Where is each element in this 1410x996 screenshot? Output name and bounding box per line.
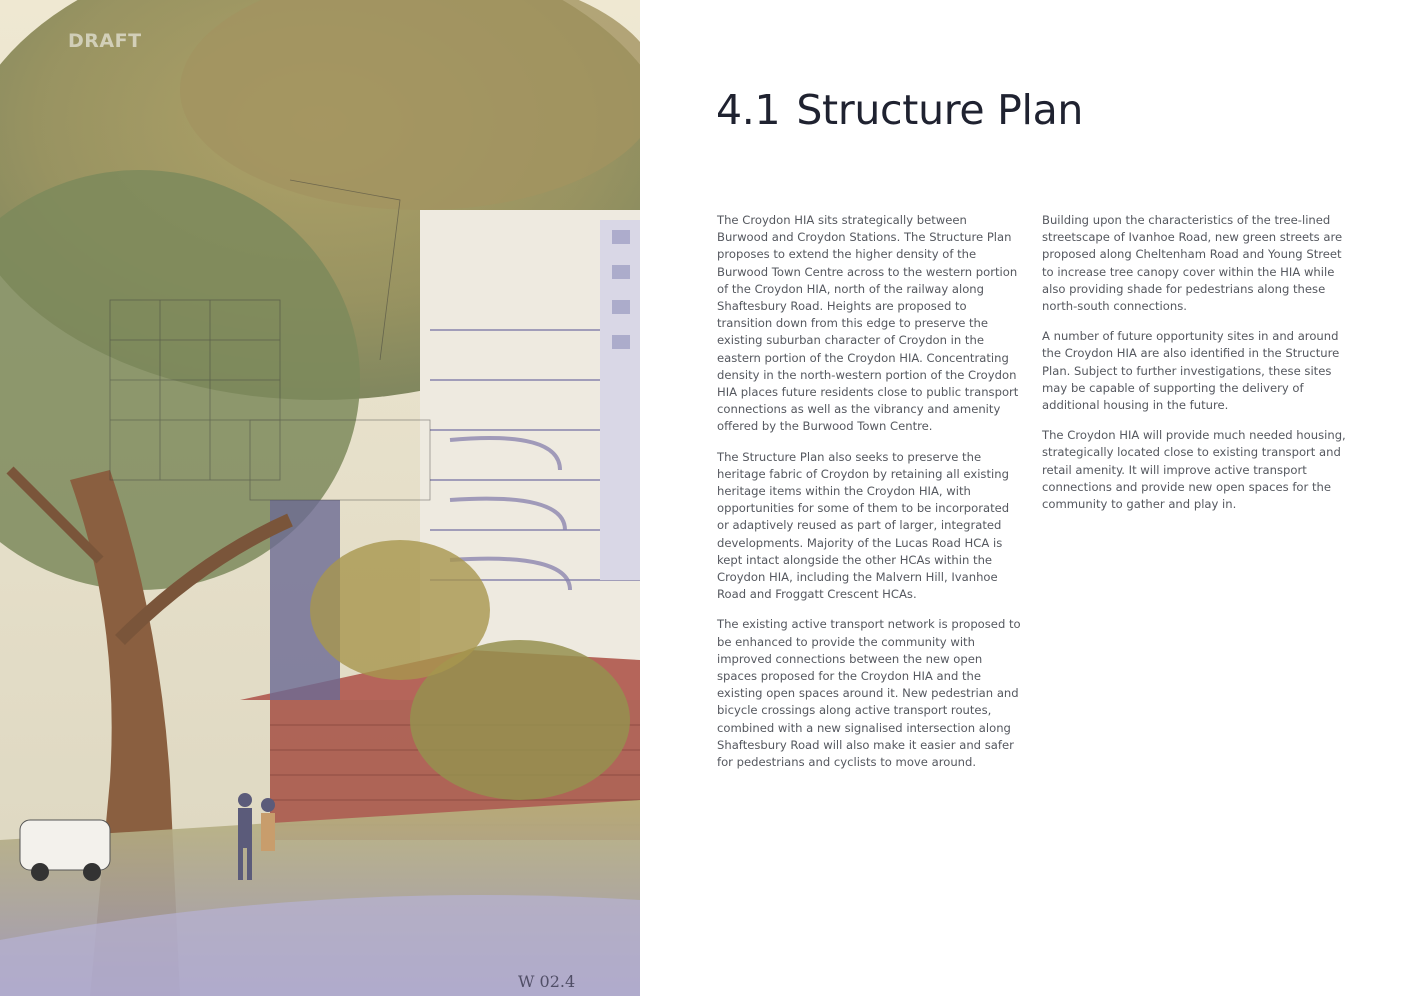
paragraph: The existing active transport network is proposed to be enhanced to provide the community with improved connections between the new open spaces proposed for the Croydon HIA and the existing open spaces around it. New pedestrian and bicycle crossings along active transport routes, combined with a new signalised intersection along Shaftesbury Road will also make it easier and safer for pedestrians and cyclists to move around. [717,617,1021,770]
watercolour-illustration [0,0,640,996]
section-heading [716,86,1083,134]
illustration-drawing [0,0,640,996]
paragraph: The Structure Plan also seeks to preserve the heritage fabric of Croydon by retaining all existing heritage items within the Croydon HIA, with opportunities for some of them to be incorporated or adaptively reused as part of larger, integrated developments. Majority of the Lucas Road HCA is kept intact alongside the other HCAs within the Croydon HIA, including the Malvern Hill, Ivanhoe Road and Froggatt Crescent HCAs. [717,449,1010,602]
body-column-left [717,212,1021,784]
paragraph: A number of future opportunity sites in and around the Croydon HIA are also identified in the Structure Plan. Subject to further investigations, these sites may be capable of supporting the delivery of additional housing in the future. [1042,329,1340,413]
paragraph: The Croydon HIA sits strategically between Burwood and Croydon Stations. The Structure Plan proposes to extend the higher density of the Burwood Town Centre across to the western portion of the Croydon HIA, north of the railway along Shaftesbury Road. Heights are proposed to transition down from this edge to preserve the existing suburban character of Croydon in the eastern portion of the Croydon HIA. Concentrating density in the north-western portion of the Croydon HIA places future residents close to public transport connections as well as the vibrancy and amenity offered by the Burwood Town Centre. [717,213,1019,434]
artist-signature: W 02.4 [518,972,576,991]
section-title: Structure Plan [796,86,1084,134]
body-column-right [1042,212,1346,526]
paragraph: Building upon the characteristics of the tree-lined streetscape of Ivanhoe Road, new green streets are proposed along Cheltenham Road and Young Street to increase tree canopy cover within the HIA while also providing shade for pedestrians along these north-south connections. [1042,213,1343,314]
section-number: 4.1 [716,86,781,134]
paragraph: The Croydon HIA will provide much needed housing, strategically located close to existing transport and retail amenity. It will improve active transport connections and provide new open spaces for the community to gather and play in. [1042,428,1346,512]
draft-watermark: DRAFT [68,30,142,52]
